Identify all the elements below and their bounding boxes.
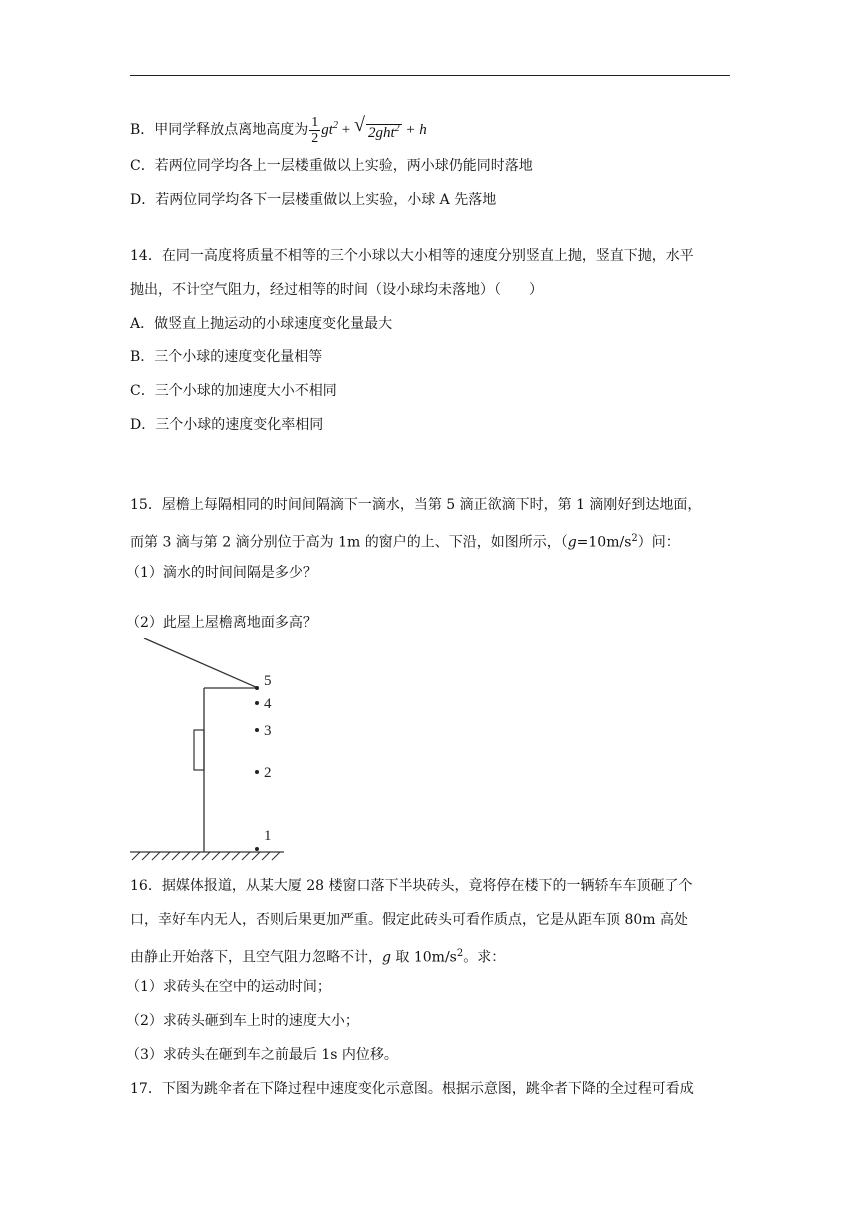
- q15-sub2: （2）此屋上屋檐离地面多高？: [126, 615, 317, 631]
- window-rect: [194, 730, 204, 770]
- q16-sub3: （3）求砖头在砸到车之前最后 1s 内位移。: [126, 1047, 398, 1063]
- ground-hatching: [132, 852, 280, 860]
- q13-option-b-formula: $\frac{1}{2}$ $gt^2$ + √ 2ght$^2$ + h: [311, 113, 427, 146]
- drop-3: [255, 728, 259, 732]
- q16-sub1: （1）求砖头在空中的运动时间；: [126, 979, 331, 995]
- q13-option-d: D．若两位同学均各下一层楼重做以上实验，小球 A 先落地: [130, 192, 497, 208]
- drop-2: [255, 770, 259, 774]
- header-rule: [130, 75, 730, 76]
- q15-sub1: （1）滴水的时间间隔是多少？: [126, 565, 317, 581]
- q16-stem-line3: 由静止开始落下，且空气阻力忽略不计，g 取 $10m/s^2$。求：: [130, 948, 506, 966]
- sqrt-term: √ 2ght$^2$: [353, 113, 400, 141]
- q13-option-c: C．若两位同学均各上一层楼重做以上实验，两小球仍能同时落地: [130, 158, 533, 174]
- drop-5: [255, 686, 259, 690]
- q16-sub2: （2）求砖头砸到车上时的速度大小；: [126, 1013, 359, 1029]
- q16-stem-line1: 16．据媒体报道，从某大厦 28 楼窗口落下半块砖头，竟将停在楼下的一辆轿车车顶砸了个: [130, 878, 693, 894]
- label-2: 2: [264, 765, 272, 781]
- q14-option-b: B．三个小球的速度变化量相等: [130, 349, 323, 365]
- q15-stem-line1: 15．屋檐上每隔相同的时间间隔滴下一滴水，当第 5 滴正欲滴下时，第 1 滴刚好到达地面，: [130, 497, 702, 513]
- q17-stem-line1: 17．下图为跳伞者在下降过程中速度变化示意图。根据示意图，跳伞者下降的全过程可看成: [130, 1081, 694, 1097]
- q14-option-a: A．做竖直上抛运动的小球速度变化量最大: [130, 316, 393, 332]
- roof-line: [144, 638, 258, 688]
- label-1: 1: [264, 828, 272, 844]
- q14-stem-line1: 14．在同一高度将质量不相等的三个小球以大小相等的速度分别竖直上抛，竖直下抛，水平: [130, 248, 694, 264]
- label-3: 3: [264, 723, 272, 739]
- q15-stem-line2: 而第 3 滴与第 2 滴分别位于高为 1m 的窗户的上、下沿，如图所示，$(g=10m/s^2)$问：: [130, 533, 680, 551]
- q14-option-d: D．三个小球的速度变化率相同: [130, 417, 324, 433]
- q16-stem-line2: 口，幸好车内无人，否则后果更加严重。假定此砖头可看作质点，它是从距车顶 80m 高处: [130, 912, 688, 928]
- label-5: 5: [264, 673, 272, 689]
- fraction-half: $\frac{1}{2}$: [311, 115, 319, 146]
- q14-stem-line2: 抛出，不计空气阻力，经过相等的时间（设小球均未落地）（ ）: [130, 282, 543, 298]
- eaves-drops-figure: [126, 638, 296, 863]
- drop-1: [255, 847, 259, 851]
- q13-option-b-text: B．甲同学释放点离地高度为: [130, 121, 309, 138]
- q14-option-c: C．三个小球的加速度大小不相同: [130, 383, 337, 399]
- q13-option-b: [130, 115, 427, 146]
- label-4: 4: [264, 696, 272, 712]
- drop-4: [255, 701, 259, 705]
